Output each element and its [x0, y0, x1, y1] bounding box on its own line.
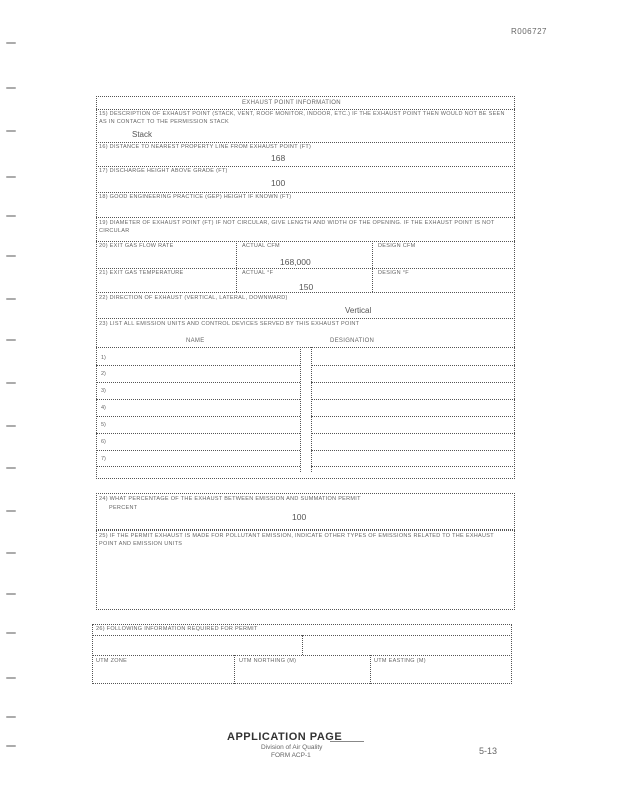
name-column-header: NAME [186, 338, 205, 344]
list-row-2: 2) [101, 371, 106, 377]
q26-label: 26) FOLLOWING INFORMATION REQUIRED FOR PERMIT [96, 626, 258, 632]
list-row-6: 6) [101, 439, 106, 445]
q19-label: 19) DIAMETER OF EXHAUST POINT (FT) IF NOT CIRCULAR, GIVE LENGTH AND WIDTH OF THE OPENING. IF THE EXHAUST POINT IS NOT CIRCULAR [99, 220, 495, 234]
design-f-label: DESIGN °F [378, 270, 409, 276]
q22-label: 22) DIRECTION OF EXHAUST (VERTICAL, LATERAL, DOWNWARD) [99, 295, 288, 301]
q24-label: 24) WHAT PERCENTAGE OF THE EXHAUST BETWEEN EMISSION AND SUMMATION PERMIT [99, 496, 361, 502]
standard-f-value: 150 [299, 282, 314, 292]
document-id: R006727 [511, 27, 547, 36]
actual-f-label: ACTUAL °F [242, 270, 274, 276]
q17-label: 17) DISCHARGE HEIGHT ABOVE GRADE (FT) [99, 168, 228, 174]
q15-label: 15) DESCRIPTION OF EXHAUST POINT (STACK, VENT, ROOF MONITOR, INDOOR, ETC.) IF THE EXHAUST POINT THEN WOULD NOT BE SEEN AS IN CONTACT TO THE PERMISSION STACK [99, 111, 505, 125]
q17-value: 100 [271, 178, 286, 188]
list-row-7: 7) [101, 456, 106, 462]
q15-value: Stack [132, 130, 153, 139]
list-row-4: 4) [101, 405, 106, 411]
list-row-3: 3) [101, 388, 106, 394]
q18-label: 18) GOOD ENGINEERING PRACTICE (GEP) HEIGHT IF KNOWN (FT) [99, 194, 292, 200]
list-row-1: 1) [101, 355, 106, 361]
q20-label: 20) EXIT GAS FLOW RATE [99, 243, 174, 249]
utm-easting-label: UTM EASTING (M) [374, 658, 426, 664]
utm-zone-label: UTM ZONE [96, 658, 128, 664]
percent-label: PERCENT [109, 505, 138, 511]
section-title: EXHAUST POINT INFORMATION [242, 100, 341, 106]
q22-value: Vertical [345, 306, 372, 315]
design-cfm-label: DESIGN CFM [378, 243, 416, 249]
designation-column-header: DESIGNATION [330, 338, 375, 344]
q21-label: 21) EXIT GAS TEMPERATURE [99, 270, 184, 276]
q16-value: 168 [271, 153, 286, 163]
footer-title: APPLICATION PAGE [227, 731, 343, 743]
list-row-5: 5) [101, 422, 106, 428]
percent-value: 100 [292, 512, 307, 522]
footer-subtitle-1: Division of Air Quality [261, 744, 323, 751]
standard-cfm-value: 168,000 [280, 257, 311, 267]
actual-cfm-label: ACTUAL CFM [242, 243, 280, 249]
q23-label: 23) LIST ALL EMISSION UNITS AND CONTROL DEVICES SERVED BY THIS EXHAUST POINT [99, 321, 360, 327]
q16-label: 16) DISTANCE TO NEAREST PROPERTY LINE FROM EXHAUST POINT (FT) [99, 144, 312, 150]
footer-subtitle-2: FORM ACP-1 [271, 752, 311, 759]
page-number: 5-13 [479, 746, 498, 756]
binding-holes [6, 40, 18, 800]
utm-northing-label: UTM NORTHING (M) [239, 658, 297, 664]
q25-label: 25) IF THE PERMIT EXHAUST IS MADE FOR POLLUTANT EMISSION, INDICATE OTHER TYPES OF EMISSIONS RELATED TO THE EXHAUST POINT AND EMISSION UNITS [99, 533, 494, 547]
